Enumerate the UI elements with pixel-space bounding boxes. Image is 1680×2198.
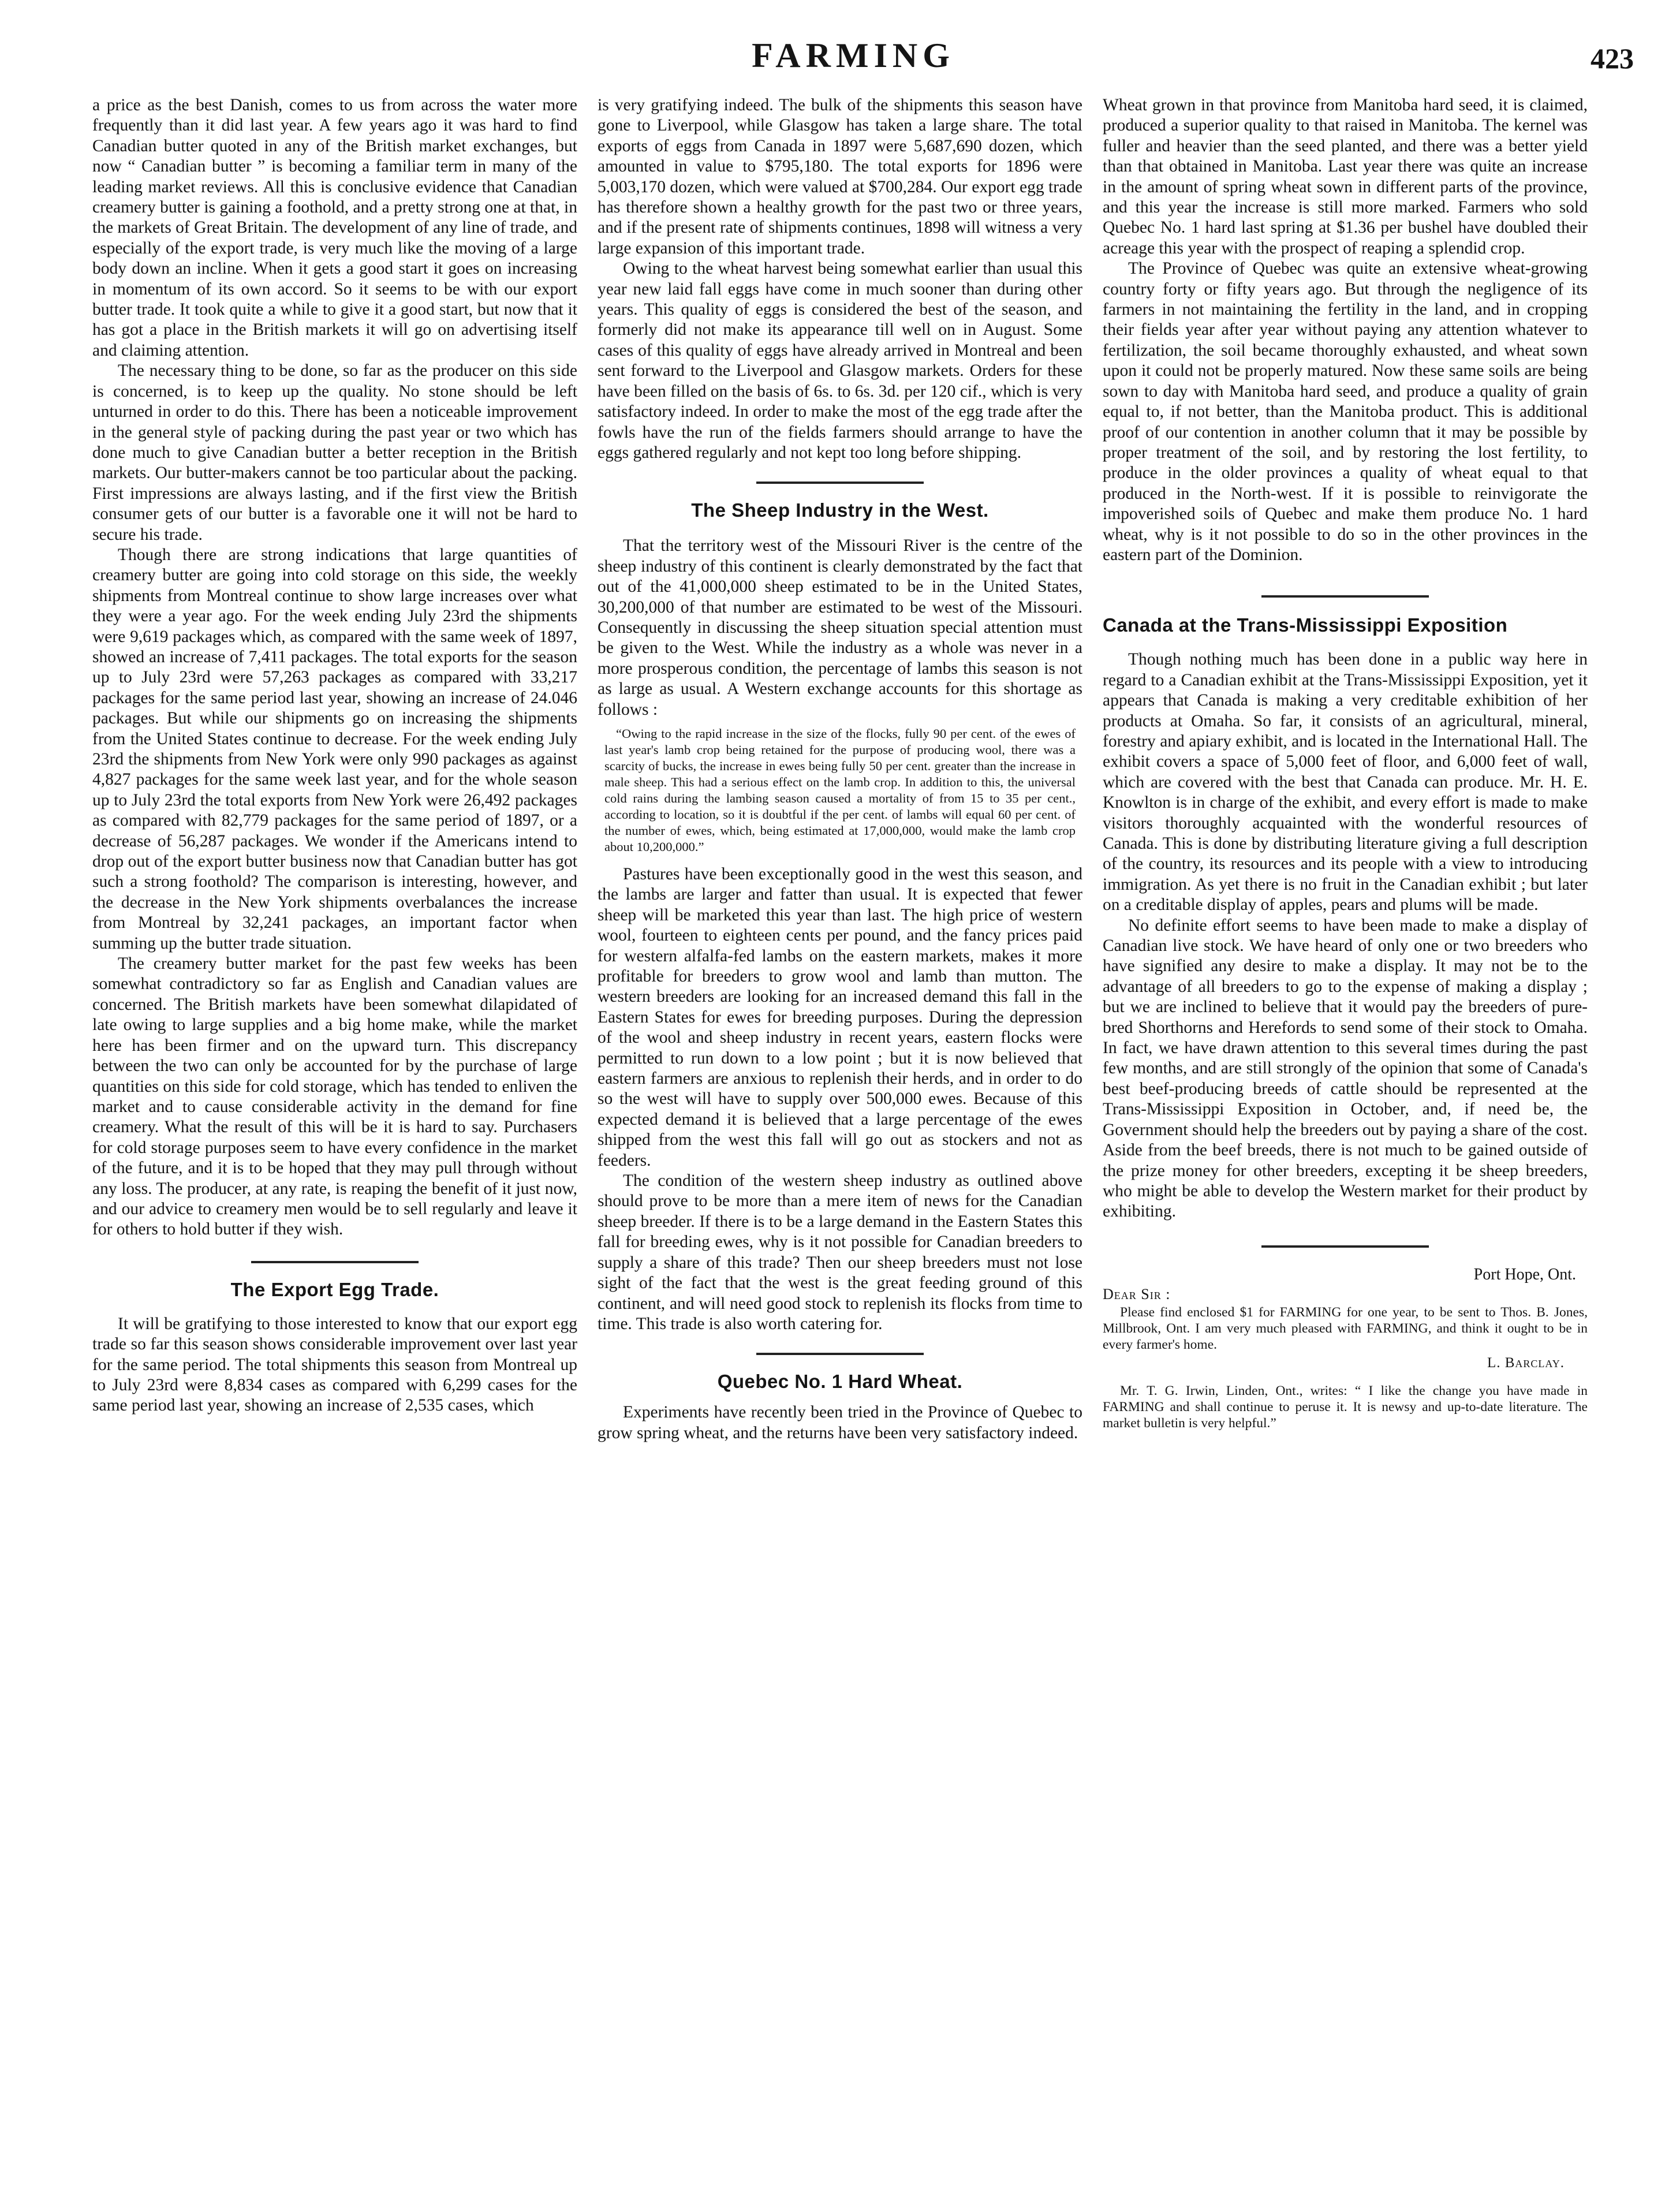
heading-quebec-hard-wheat: Quebec No. 1 Hard Wheat. bbox=[717, 1371, 963, 1393]
heading-canada-trans-mississippi: Canada at the Trans-Mississippi Exposition bbox=[1103, 614, 1508, 636]
letter-salutation: Dear Sir : bbox=[1103, 1285, 1171, 1303]
sheep-paragraph-2: Pastures have been exceptionally good in the west this season, and the lambs are larger and fatter than usual. It is expected that fewer sheep will be marketed this year than last. The high price of western wool, fourteen to eighteen cents per pound, and the fancy prices paid for western alfalfa-fed lambs on the eastern markets, makes it more profitable for breeders to grow wool and lamb than mutton. The western breeders are looking for an increased demand this fall in the Eastern States for ewes for breeding purposes. During the depression of the wool and sheep industry in recent years, eastern flocks were permitted to run down to a low point ; but it is now believed that eastern farmers are anxious to replenish their herds, and in order to do so the west will have to supply over 500,000 ewes. Because of this expected demand it is believed that a large percentage of the ewes shipped from the west this fall will go out as stockers and not as feeders. bbox=[598, 864, 1082, 1170]
wheat-paragraph-2: Wheat grown in that province from Manitoba hard seed, it is claimed, produced a superior quality to that raised in Manitoba. The kernel was fuller and heavier than the seed planted, and there was a better yield than that obtained in Manitoba. Last year there was quite an increase in the amount of spring wheat sown in different parts of the province, and this year the increase is still more marked. Farmers who sold Quebec No. 1 hard last spring at $1.36 per bushel have doubled their acreage this year with the prospect of reaping a splendid crop. bbox=[1103, 96, 1588, 258]
reader-testimonial: Mr. T. G. Irwin, Linden, Ont., writes: “ I like the change you have made in FARMING and shall continue to peruse it. It is newsy and up-to-date literature. The market bulletin is very helpful.” bbox=[1103, 1383, 1588, 1431]
heading-export-egg-trade: The Export Egg Trade. bbox=[230, 1278, 439, 1300]
page-number: 423 bbox=[1591, 42, 1634, 74]
letter-signature: L. Barclay. bbox=[1487, 1354, 1565, 1371]
wheat-paragraph-1: Experiments have recently been tried in the Province of Quebec to grow spring wheat, and the returns have been very satisfactory indeed. bbox=[598, 1403, 1082, 1442]
egg-paragraph-3: Owing to the wheat harvest being somewhat earlier than usual this year new laid fall eggs have come in much sooner than during other years. This quality of eggs is considered the best of the season, and formerly did not make its appearance till well on in August. Some cases of this quality of eggs have already arrived in Montreal and been sent forward to the Liverpool and Glasgow markets. Orders for these have been filled on the basis of 6s. to 6s. 3d. per 120 cif., which is very satisfactory indeed. In order to make the most of the egg trade after the fowls have the run of the fields farmers should arrange to have the eggs gathered regularly and not kept too long before shipping. bbox=[598, 259, 1082, 462]
column-left bbox=[92, 95, 577, 1416]
sheep-paragraph-3: The condition of the western sheep industry as outlined above should prove to be more than a mere item of news for the Canadian sheep breeder. If there is to be a large demand in the Eastern States this fall for breeding ewes, why is it not possible for Canadian breeders to supply a share of this trade? Then our sheep breeders must not lose sight of the fact that the west is the great feeding ground of this continent, and will need good stock to replenish its flocks from time to time. This trade is also worth catering for. bbox=[598, 1171, 1082, 1333]
letter-body: Please find enclosed $1 for FARMING for one year, to be sent to Thos. B. Jones, Millbrook, Ont. I am very much pleased with FARMING, and think it ought to be in every farmer's home. bbox=[1103, 1304, 1588, 1352]
wheat-paragraph-3: The Province of Quebec was quite an extensive wheat-growing country forty or fifty years ago. But through the negligence of its farmers in not maintaining the fertility in the land, and in cropping their fields year after year without paying any attention whatever to fertilization, the soil became thoroughly exhausted, and wheat sown upon it could not be properly matured. Now these same soils are being sown to day with Manitoba hard seed, and produce a quality of grain equal to, if not better, than the Manitoba product. This is additional proof of our contention in another column that it may be possible by proper treatment of the soil, and by restoring the lost fertility, to produce in the older provinces a quality of wheat equal to that produced in the North-west. If it is possible to reinvigorate the impoverished soils of Quebec and make them produce No. 1 hard wheat, why is it not possible to do so in the other provinces in the eastern part of the Dominion. bbox=[1103, 259, 1588, 564]
heading-sheep-industry: The Sheep Industry in the West. bbox=[691, 499, 989, 521]
letter-place: Port Hope, Ont. bbox=[1473, 1265, 1576, 1283]
butter-paragraph-4: The creamery butter market for the past few weeks has been somewhat contradictory so far as English and Canadian values are concerned. The British markets have been somewhat dilapidated of late owing to large supplies and a big home make, while the market here has been firmer and on the upward turn. This discrepancy between the two can only be accounted for by the purchase of large quantities on this side for cold storage, which has tended to enliven the market and to cause considerable activity in the demand for fine creamery. What the result of this will be it is hard to say. Purchasers for cold storage purposes seem to have every confidence in the market of the future, and it is to be hoped that they may pull through without any loss. The producer, at any rate, is reaping the benefit of it just now, and our advice to creamery men would be to sell regularly and leave it for others to hold butter if they wish. bbox=[92, 954, 577, 1239]
exposition-paragraph-2: No definite effort seems to have been made to make a display of Canadian live stock. We have heard of only one or two breeders who have signified any desire to make a display. It may not be to the advantage of all breeders to go to the expense of making a display ; but we are inclined to believe that it would pay the breeders of pure-bred Shorthorns and Herefords to send some of their stock to Omaha. In fact, we have drawn attention to this several times during the past few months, and are still strongly of the opinion that some of Canada's best beef-producing breeds of cattle should be represented at the Trans-Mississippi Exposition in October, and, if need be, the Government should help the breeders out by paying a share of the cost. Aside from the beef breeds, there is not much to be gained outside of the prize money for other breeders, excepting it be sheep breeders, who might be able to develop the Western market for their product by exhibiting. bbox=[1103, 916, 1588, 1221]
butter-paragraph-3: Though there are strong indications that large quantities of creamery butter are going into cold storage on this side, the weekly shipments from Montreal continue to show large increases over what they were a year ago. For the week ending July 23rd the shipments were 9,619 packages which, as compared with the same week of 1897, showed an increase of 7,411 packages. The total exports for the season up to July 23rd were 57,263 packages as compared with 33,217 packages for the same period last year, showing an increase of 24.046 packages. But while our shipments go on increasing the shipments from the United States continue to decrease. For the week ending July 23rd the shipments from New York were only 990 packages as against 4,827 packages for the same week last year, and for the whole season up to July 23rd the total exports from New York were 26,492 packages as compared with 82,779 packages for the same period of 1897, or a decrease of 56,287 packages. We wonder if the Americans intend to drop out of the export butter business now that Canadian butter has got such a strong foothold? The comparison is interesting, however, and the decrease in the New York shipments overbalances the increase from Montreal by 32,241 packages, an important factor when summing up the butter trade situation. bbox=[92, 545, 577, 953]
egg-paragraph-2: is very gratifying indeed. The bulk of the shipments this season have gone to Liverpool, while Glasgow has taken a large share. The total exports of eggs from Canada in 1897 were 5,687,690 dozen, which amounted in value to $795,180. The total exports for 1896 were 5,003,170 dozen, which were valued at $700,284. Our export egg trade has therefore shown a healthy growth for the past two or three years, and if the present rate of shipments continues, 1898 will witness a very large expansion of this important trade. bbox=[598, 96, 1082, 258]
butter-paragraph-2: The necessary thing to be done, so far as the producer on this side is concerned, is to keep up the quality. No stone should be left unturned in order to do this. There has been a noticeable improvement in the general style of packing during the past year or two which has done much to give Canadian butter a better reception in the British markets. Our butter-makers cannot be too particular about the packing. First impressions are always lasting, and if the first view the British consumer gets of our butter is a favorable one it will not be hard to secure his trade. bbox=[92, 361, 577, 544]
exposition-paragraph-1: Though nothing much has been done in a public way here in regard to a Canadian exhibit at the Trans-Mississippi Exposition, yet it appears that Canada is making a very creditable exhibition of her products at Omaha. So far, it consists of an agricultural, mineral, forestry and apiary exhibit, and is located in the International Hall. The exhibit covers a space of 5,000 feet of floor, and 6,000 feet of wall, which are covered with the best that Canada can produce. Mr. H. E. Knowlton is in charge of the exhibit, and every effort is made to make visitors thoroughly acquainted with the wonderful resources of Canada. This is done by distributing literature giving a full description of the country, its resources and its people with a view to introducing immigration. As yet there is no fruit in the Canadian exhibit ; but later on a creditable display of apples, pears and plums will be made. bbox=[1103, 650, 1588, 915]
column-right bbox=[1103, 95, 1588, 1431]
sheep-quotation: “Owing to the rapid increase in the size of the flocks, fully 90 per cent. of the ewes of last year's lamb crop being retained for the purpose of producing wool, there was a scarcity of bucks, the increase in ewes being fully 50 per cent. greater than the increase in male sheep. This had a serious effect on the lamb crop. In addition to this, the universal cold rains during the lambing season caused a mortality of from 15 to 35 per cent., according to location, so it is doubtful if the per cent. of lambs will equal 60 per cent. of the number of ewes, which, being estimated at 17,000,000, would make the lamb crop about 10,200,000.” bbox=[604, 726, 1076, 854]
butter-paragraph-1: a price as the best Danish, comes to us from across the water more frequently than it did last year. A few years ago it was hard to find Canadian butter quoted in any of the British market exchanges, but now “ Canadian butter ” is becoming a familiar term in many of the leading market reviews. All this is conclusive evidence that Canadian creamery butter is gaining a foothold, and a pretty strong one at that, in the markets of Great Britain. The development of any line of trade, and especially of the export trade, is very much like the moving of a large body down an incline. When it gets a good start it goes on increasing in momentum of its own accord. So it seems to be with our export butter trade. It took quite a while to give it a good start, but now that it has got a place in the British markets it will go on advertising itself and claiming attention. bbox=[92, 96, 577, 360]
sheep-paragraph-1: That the territory west of the Missouri River is the centre of the sheep industry of this continent is clearly demonstrated by the fact that out of the 41,000,000 sheep estimated to be in the United States, 30,200,000 of that number are estimated to be west of the Missouri. Consequently in discussing the sheep situation special attention must be given to the West. While the industry as a whole was never in a more prosperous condition, the percentage of lambs this season is not as large as usual. A Western exchange accounts for this shortage as follows : bbox=[598, 536, 1082, 719]
column-middle bbox=[598, 95, 1082, 1443]
egg-paragraph-1: It will be gratifying to those interested to know that our export egg trade so far this season shows considerable improvement over last year for the same period. The total shipments this season from Montreal up to July 23rd were 8,834 cases as compared with 6,299 cases for the same period last year, showing an increase of 2,535 cases, which bbox=[92, 1314, 577, 1415]
running-title: FARMING bbox=[752, 36, 955, 74]
